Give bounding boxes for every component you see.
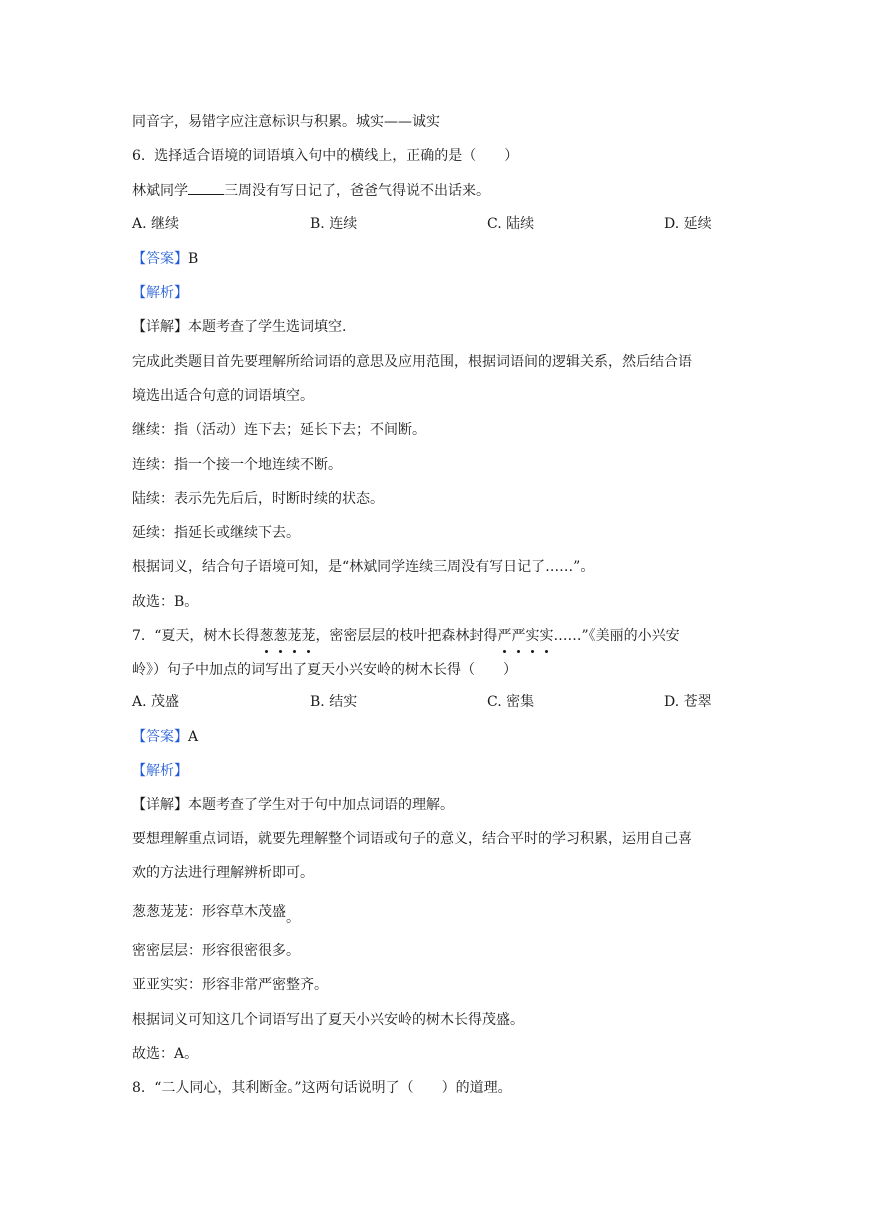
detail-line: 【详解】本题考查了学生选词填空. [132,319,347,335]
option-b: B. 连续 [310,216,358,232]
option-a: A. 继续 [132,216,180,232]
text-line: 境选出适合句意的词语填空。 [132,388,314,404]
answer-line: 【答案】B [132,251,199,267]
text-line: 陆续：表示先先后后，时断时续的状态。 [132,491,384,507]
text-line: 故选：A。 [132,1046,199,1062]
text-line: 延续：指延长或继续下去。 [132,525,300,541]
option-c: C. 陆续 [487,216,535,232]
option-b: B. 结实 [310,694,358,710]
analysis-label: 【解析】 [132,285,188,301]
question-6: 6. 选择适合语境的词语填入句中的横线上，正确的是（ ） [132,148,519,164]
emphasis-char: 严 [497,628,512,644]
question-7-line2: 岭》）句子中加点的词写出了夏天小兴安岭的树木长得（ ） [132,662,517,678]
emphasis-char: 实 [539,628,554,644]
text-line: 根据词义可知这几个词语写出了夏天小兴安岭的树木长得茂盛。 [132,1012,524,1028]
text-line: 完成此类题目首先要理解所给词语的意思及应用范围，根据词语间的逻辑关系，然后结合语 [132,354,692,370]
dotted-word-2 [497,628,553,644]
text-line: 同音字，易错字应注意标识与积累。城实——诚实 [132,114,440,130]
option-a: A. 茂盛 [132,694,180,710]
detail-line: 【详解】本题考查了学生对于句中加点词语的理解。 [132,797,454,813]
text-line: 亚亚实实：形容非常严密整齐。 [132,977,328,993]
text-line: 葱葱茏茏：形容草木茂盛。 [132,904,300,926]
text-line: 要想理解重点词语，就要先理解整个词语或句子的意义，结合平时的学习积累，运用自己喜 [132,831,692,847]
text-line: 继续：指（活动）连下去；延长下去；不间断。 [132,422,426,438]
text-line: 连续：指一个接一个地连续不断。 [132,457,342,473]
option-d: D. 延续 [664,216,712,232]
dotted-word-1 [259,628,315,644]
emphasis-char: 葱 [259,628,274,644]
emphasis-char: 严 [511,628,526,644]
analysis-label: 【解析】 [132,763,188,779]
emphasis-char: 葱 [273,628,288,644]
answer-line: 【答案】A [132,729,199,745]
text-line: 密密层层：形容很密很多。 [132,943,300,959]
text-line: 故选：B。 [132,594,199,610]
question-8: 8. “二人同心，其利断金。”这两句话说明了（ ）的道理。 [132,1080,512,1096]
emphasis-char: 茏 [301,628,316,644]
emphasis-char: 茏 [287,628,302,644]
text-line: 根据词义，结合句子语境可知，是“林斌同学连续三周没有写日记了……”。 [132,559,595,575]
option-d: D. 苍翠 [664,694,712,710]
option-c: C. 密集 [487,694,535,710]
emphasis-char: 实 [525,628,540,644]
fill-blank [188,180,224,195]
question-7: 7. “夏天，树木长得葱葱茏茏，密密层层的枝叶把森林封得严严实实……”《美丽的小兴安 [132,628,680,644]
text-line: 欢的方法进行理解辨析即可。 [132,865,314,881]
question-6-sentence: 林斌同学 三周没有写日记了，爸爸气得说不出话来。 [132,180,490,201]
